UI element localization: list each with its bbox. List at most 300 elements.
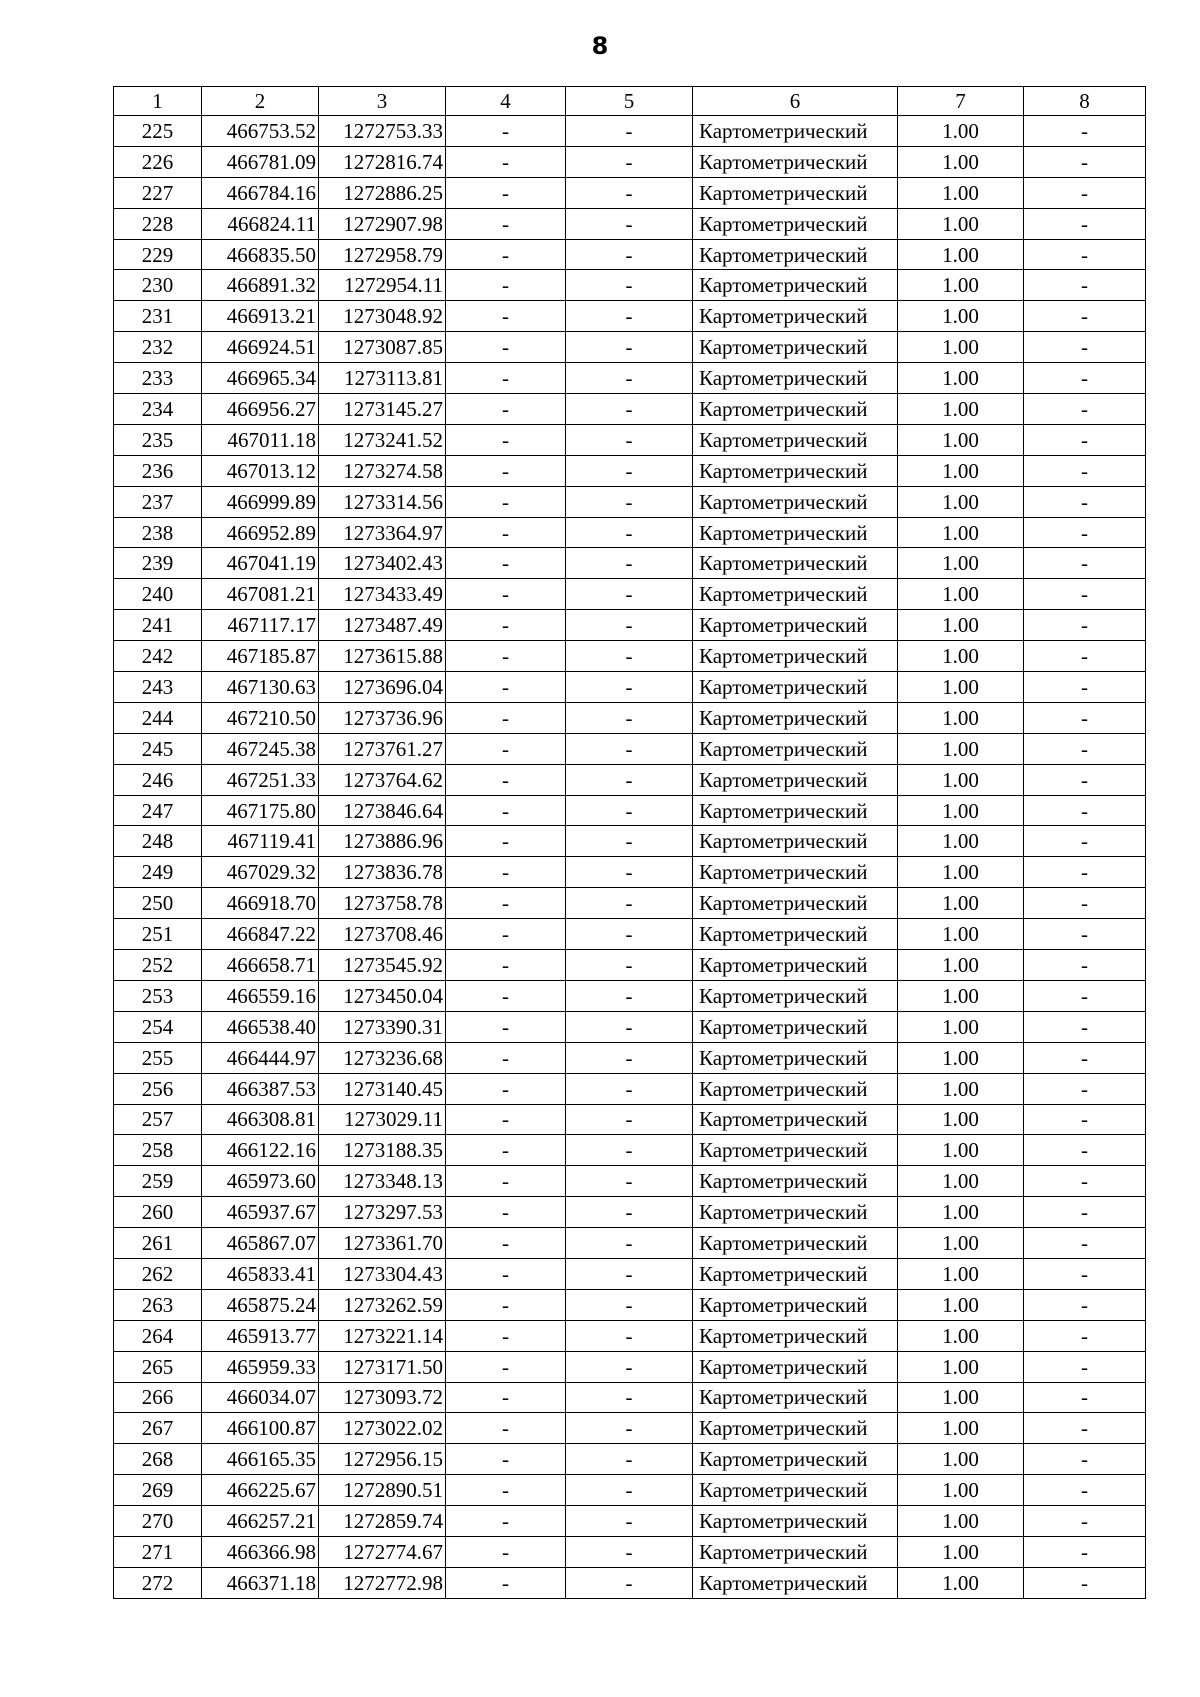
y-coordinate-cell: 1272774.67 xyxy=(319,1536,446,1567)
accuracy-cell: 1.00 xyxy=(898,208,1024,239)
accuracy-cell: 1.00 xyxy=(898,1228,1024,1259)
col-8-cell: - xyxy=(1024,424,1146,455)
col-5-cell: - xyxy=(566,424,693,455)
col-5-cell: - xyxy=(566,1011,693,1042)
col-8-cell: - xyxy=(1024,517,1146,548)
accuracy-cell: 1.00 xyxy=(898,857,1024,888)
y-coordinate-cell: 1273022.02 xyxy=(319,1413,446,1444)
table-row xyxy=(114,1289,1146,1320)
col-4-cell: - xyxy=(446,363,566,394)
x-coordinate-cell: 466956.27 xyxy=(202,394,319,425)
col-8-cell: - xyxy=(1024,455,1146,486)
table-row xyxy=(114,146,1146,177)
x-coordinate-cell: 465937.67 xyxy=(202,1197,319,1228)
col-8-cell: - xyxy=(1024,1258,1146,1289)
table-row xyxy=(114,332,1146,363)
method-cell: Картометрический xyxy=(693,363,898,394)
y-coordinate-cell: 1273364.97 xyxy=(319,517,446,548)
col-5-cell: - xyxy=(566,1413,693,1444)
col-5-cell: - xyxy=(566,455,693,486)
col-8-cell: - xyxy=(1024,702,1146,733)
col-4-cell: - xyxy=(446,1104,566,1135)
accuracy-cell: 1.00 xyxy=(898,301,1024,332)
table-row xyxy=(114,764,1146,795)
method-cell: Картометрический xyxy=(693,548,898,579)
table-row xyxy=(114,702,1146,733)
accuracy-cell: 1.00 xyxy=(898,980,1024,1011)
col-4-cell: - xyxy=(446,332,566,363)
table-row xyxy=(114,394,1146,425)
column-header-1: 1 xyxy=(114,87,202,116)
col-8-cell: - xyxy=(1024,795,1146,826)
col-4-cell: - xyxy=(446,1506,566,1537)
col-4-cell: - xyxy=(446,1567,566,1598)
col-8-cell: - xyxy=(1024,857,1146,888)
table-row xyxy=(114,1413,1146,1444)
accuracy-cell: 1.00 xyxy=(898,1135,1024,1166)
col-5-cell: - xyxy=(566,239,693,270)
y-coordinate-cell: 1272886.25 xyxy=(319,177,446,208)
point-number-cell: 266 xyxy=(114,1382,202,1413)
col-5-cell: - xyxy=(566,1104,693,1135)
accuracy-cell: 1.00 xyxy=(898,1413,1024,1444)
method-cell: Картометрический xyxy=(693,1104,898,1135)
col-4-cell: - xyxy=(446,301,566,332)
point-number-cell: 267 xyxy=(114,1413,202,1444)
col-8-cell: - xyxy=(1024,1289,1146,1320)
table-row xyxy=(114,455,1146,486)
table-row xyxy=(114,1197,1146,1228)
x-coordinate-cell: 466366.98 xyxy=(202,1536,319,1567)
col-4-cell: - xyxy=(446,888,566,919)
method-cell: Картометрический xyxy=(693,888,898,919)
point-number-cell: 242 xyxy=(114,641,202,672)
table-row xyxy=(114,641,1146,672)
table-row xyxy=(114,1228,1146,1259)
col-4-cell: - xyxy=(446,1011,566,1042)
method-cell: Картометрический xyxy=(693,177,898,208)
table-row xyxy=(114,672,1146,703)
table-row xyxy=(114,301,1146,332)
method-cell: Картометрический xyxy=(693,301,898,332)
table-row xyxy=(114,1258,1146,1289)
point-number-cell: 246 xyxy=(114,764,202,795)
point-number-cell: 254 xyxy=(114,1011,202,1042)
method-cell: Картометрический xyxy=(693,1073,898,1104)
col-8-cell: - xyxy=(1024,610,1146,641)
method-cell: Картометрический xyxy=(693,517,898,548)
x-coordinate-cell: 466753.52 xyxy=(202,116,319,147)
y-coordinate-cell: 1273886.96 xyxy=(319,826,446,857)
accuracy-cell: 1.00 xyxy=(898,919,1024,950)
col-4-cell: - xyxy=(446,919,566,950)
point-number-cell: 245 xyxy=(114,733,202,764)
col-5-cell: - xyxy=(566,1228,693,1259)
y-coordinate-cell: 1272907.98 xyxy=(319,208,446,239)
col-5-cell: - xyxy=(566,301,693,332)
point-number-cell: 234 xyxy=(114,394,202,425)
x-coordinate-cell: 466824.11 xyxy=(202,208,319,239)
point-number-cell: 253 xyxy=(114,980,202,1011)
col-4-cell: - xyxy=(446,1320,566,1351)
col-8-cell: - xyxy=(1024,239,1146,270)
table-row xyxy=(114,1011,1146,1042)
y-coordinate-cell: 1272753.33 xyxy=(319,116,446,147)
y-coordinate-cell: 1273304.43 xyxy=(319,1258,446,1289)
point-number-cell: 237 xyxy=(114,486,202,517)
table-row xyxy=(114,857,1146,888)
x-coordinate-cell: 466225.67 xyxy=(202,1475,319,1506)
col-4-cell: - xyxy=(446,1073,566,1104)
method-cell: Картометрический xyxy=(693,610,898,641)
col-5-cell: - xyxy=(566,1289,693,1320)
x-coordinate-cell: 466034.07 xyxy=(202,1382,319,1413)
method-cell: Картометрический xyxy=(693,733,898,764)
x-coordinate-cell: 467185.87 xyxy=(202,641,319,672)
col-8-cell: - xyxy=(1024,486,1146,517)
col-5-cell: - xyxy=(566,1567,693,1598)
accuracy-cell: 1.00 xyxy=(898,1382,1024,1413)
accuracy-cell: 1.00 xyxy=(898,950,1024,981)
accuracy-cell: 1.00 xyxy=(898,795,1024,826)
method-cell: Картометрический xyxy=(693,1289,898,1320)
y-coordinate-cell: 1273402.43 xyxy=(319,548,446,579)
x-coordinate-cell: 467130.63 xyxy=(202,672,319,703)
accuracy-cell: 1.00 xyxy=(898,146,1024,177)
col-4-cell: - xyxy=(446,1197,566,1228)
method-cell: Картометрический xyxy=(693,455,898,486)
accuracy-cell: 1.00 xyxy=(898,1197,1024,1228)
x-coordinate-cell: 466100.87 xyxy=(202,1413,319,1444)
y-coordinate-cell: 1273087.85 xyxy=(319,332,446,363)
point-number-cell: 238 xyxy=(114,517,202,548)
table-row xyxy=(114,177,1146,208)
y-coordinate-cell: 1273764.62 xyxy=(319,764,446,795)
x-coordinate-cell: 466658.71 xyxy=(202,950,319,981)
point-number-cell: 256 xyxy=(114,1073,202,1104)
table-row xyxy=(114,1104,1146,1135)
col-4-cell: - xyxy=(446,116,566,147)
col-5-cell: - xyxy=(566,1444,693,1475)
table-row xyxy=(114,795,1146,826)
method-cell: Картометрический xyxy=(693,641,898,672)
y-coordinate-cell: 1273836.78 xyxy=(319,857,446,888)
col-5-cell: - xyxy=(566,1536,693,1567)
x-coordinate-cell: 465959.33 xyxy=(202,1351,319,1382)
col-5-cell: - xyxy=(566,1166,693,1197)
point-number-cell: 269 xyxy=(114,1475,202,1506)
col-4-cell: - xyxy=(446,702,566,733)
col-8-cell: - xyxy=(1024,208,1146,239)
col-5-cell: - xyxy=(566,332,693,363)
method-cell: Картометрический xyxy=(693,1536,898,1567)
point-number-cell: 260 xyxy=(114,1197,202,1228)
accuracy-cell: 1.00 xyxy=(898,826,1024,857)
col-5-cell: - xyxy=(566,517,693,548)
y-coordinate-cell: 1272890.51 xyxy=(319,1475,446,1506)
method-cell: Картометрический xyxy=(693,1444,898,1475)
col-4-cell: - xyxy=(446,146,566,177)
table-row xyxy=(114,1166,1146,1197)
col-5-cell: - xyxy=(566,1135,693,1166)
col-5-cell: - xyxy=(566,177,693,208)
method-cell: Картометрический xyxy=(693,579,898,610)
y-coordinate-cell: 1273221.14 xyxy=(319,1320,446,1351)
col-4-cell: - xyxy=(446,394,566,425)
col-8-cell: - xyxy=(1024,301,1146,332)
method-cell: Картометрический xyxy=(693,1382,898,1413)
table-row xyxy=(114,1073,1146,1104)
method-cell: Картометрический xyxy=(693,1258,898,1289)
y-coordinate-cell: 1273433.49 xyxy=(319,579,446,610)
column-header-2: 2 xyxy=(202,87,319,116)
point-number-cell: 251 xyxy=(114,919,202,950)
y-coordinate-cell: 1273314.56 xyxy=(319,486,446,517)
col-4-cell: - xyxy=(446,795,566,826)
point-number-cell: 249 xyxy=(114,857,202,888)
col-4-cell: - xyxy=(446,1413,566,1444)
column-header-4: 4 xyxy=(446,87,566,116)
x-coordinate-cell: 467081.21 xyxy=(202,579,319,610)
x-coordinate-cell: 466559.16 xyxy=(202,980,319,1011)
col-5-cell: - xyxy=(566,888,693,919)
method-cell: Картометрический xyxy=(693,116,898,147)
accuracy-cell: 1.00 xyxy=(898,610,1024,641)
col-8-cell: - xyxy=(1024,1166,1146,1197)
col-8-cell: - xyxy=(1024,1320,1146,1351)
y-coordinate-cell: 1272956.15 xyxy=(319,1444,446,1475)
x-coordinate-cell: 466371.18 xyxy=(202,1567,319,1598)
col-8-cell: - xyxy=(1024,548,1146,579)
table-row xyxy=(114,1475,1146,1506)
y-coordinate-cell: 1273696.04 xyxy=(319,672,446,703)
y-coordinate-cell: 1272958.79 xyxy=(319,239,446,270)
col-8-cell: - xyxy=(1024,764,1146,795)
method-cell: Картометрический xyxy=(693,950,898,981)
col-5-cell: - xyxy=(566,548,693,579)
accuracy-cell: 1.00 xyxy=(898,177,1024,208)
col-8-cell: - xyxy=(1024,177,1146,208)
x-coordinate-cell: 467119.41 xyxy=(202,826,319,857)
col-4-cell: - xyxy=(446,672,566,703)
x-coordinate-cell: 465867.07 xyxy=(202,1228,319,1259)
x-coordinate-cell: 467041.19 xyxy=(202,548,319,579)
y-coordinate-cell: 1273297.53 xyxy=(319,1197,446,1228)
point-number-cell: 257 xyxy=(114,1104,202,1135)
y-coordinate-cell: 1273708.46 xyxy=(319,919,446,950)
table-row xyxy=(114,517,1146,548)
point-number-cell: 247 xyxy=(114,795,202,826)
table-row xyxy=(114,888,1146,919)
x-coordinate-cell: 467013.12 xyxy=(202,455,319,486)
x-coordinate-cell: 466891.32 xyxy=(202,270,319,301)
table-row xyxy=(114,919,1146,950)
column-header-8: 8 xyxy=(1024,87,1146,116)
col-8-cell: - xyxy=(1024,919,1146,950)
accuracy-cell: 1.00 xyxy=(898,1351,1024,1382)
col-5-cell: - xyxy=(566,1258,693,1289)
col-5-cell: - xyxy=(566,950,693,981)
col-4-cell: - xyxy=(446,1289,566,1320)
col-8-cell: - xyxy=(1024,332,1146,363)
col-8-cell: - xyxy=(1024,1228,1146,1259)
method-cell: Картометрический xyxy=(693,270,898,301)
col-4-cell: - xyxy=(446,486,566,517)
y-coordinate-cell: 1272954.11 xyxy=(319,270,446,301)
table-row xyxy=(114,1382,1146,1413)
accuracy-cell: 1.00 xyxy=(898,424,1024,455)
method-cell: Картометрический xyxy=(693,394,898,425)
table-row xyxy=(114,1135,1146,1166)
point-number-cell: 265 xyxy=(114,1351,202,1382)
col-5-cell: - xyxy=(566,1475,693,1506)
col-4-cell: - xyxy=(446,424,566,455)
method-cell: Картометрический xyxy=(693,1228,898,1259)
point-number-cell: 272 xyxy=(114,1567,202,1598)
col-4-cell: - xyxy=(446,177,566,208)
method-cell: Картометрический xyxy=(693,1413,898,1444)
method-cell: Картометрический xyxy=(693,1351,898,1382)
table-row xyxy=(114,1320,1146,1351)
y-coordinate-cell: 1273140.45 xyxy=(319,1073,446,1104)
point-number-cell: 241 xyxy=(114,610,202,641)
x-coordinate-cell: 465833.41 xyxy=(202,1258,319,1289)
y-coordinate-cell: 1273736.96 xyxy=(319,702,446,733)
table-row xyxy=(114,1351,1146,1382)
x-coordinate-cell: 465913.77 xyxy=(202,1320,319,1351)
y-coordinate-cell: 1273348.13 xyxy=(319,1166,446,1197)
y-coordinate-cell: 1273113.81 xyxy=(319,363,446,394)
method-cell: Картометрический xyxy=(693,702,898,733)
y-coordinate-cell: 1272772.98 xyxy=(319,1567,446,1598)
x-coordinate-cell: 466122.16 xyxy=(202,1135,319,1166)
method-cell: Картометрический xyxy=(693,146,898,177)
point-number-cell: 225 xyxy=(114,116,202,147)
col-5-cell: - xyxy=(566,764,693,795)
x-coordinate-cell: 466444.97 xyxy=(202,1042,319,1073)
accuracy-cell: 1.00 xyxy=(898,116,1024,147)
method-cell: Картометрический xyxy=(693,795,898,826)
x-coordinate-cell: 467011.18 xyxy=(202,424,319,455)
col-4-cell: - xyxy=(446,1536,566,1567)
col-4-cell: - xyxy=(446,950,566,981)
col-4-cell: - xyxy=(446,1382,566,1413)
accuracy-cell: 1.00 xyxy=(898,394,1024,425)
y-coordinate-cell: 1273846.64 xyxy=(319,795,446,826)
x-coordinate-cell: 466847.22 xyxy=(202,919,319,950)
method-cell: Картометрический xyxy=(693,239,898,270)
method-cell: Картометрический xyxy=(693,424,898,455)
point-number-cell: 264 xyxy=(114,1320,202,1351)
y-coordinate-cell: 1273390.31 xyxy=(319,1011,446,1042)
col-5-cell: - xyxy=(566,1320,693,1351)
method-cell: Картометрический xyxy=(693,1567,898,1598)
col-8-cell: - xyxy=(1024,363,1146,394)
table-row xyxy=(114,579,1146,610)
col-4-cell: - xyxy=(446,239,566,270)
table-row xyxy=(114,1567,1146,1598)
x-coordinate-cell: 466538.40 xyxy=(202,1011,319,1042)
accuracy-cell: 1.00 xyxy=(898,486,1024,517)
y-coordinate-cell: 1273145.27 xyxy=(319,394,446,425)
point-number-cell: 230 xyxy=(114,270,202,301)
point-number-cell: 244 xyxy=(114,702,202,733)
point-number-cell: 271 xyxy=(114,1536,202,1567)
page-number: 8 xyxy=(591,32,609,60)
point-number-cell: 239 xyxy=(114,548,202,579)
x-coordinate-cell: 466165.35 xyxy=(202,1444,319,1475)
x-coordinate-cell: 467210.50 xyxy=(202,702,319,733)
col-5-cell: - xyxy=(566,1382,693,1413)
accuracy-cell: 1.00 xyxy=(898,579,1024,610)
y-coordinate-cell: 1273241.52 xyxy=(319,424,446,455)
point-number-cell: 258 xyxy=(114,1135,202,1166)
col-8-cell: - xyxy=(1024,672,1146,703)
table-row xyxy=(114,116,1146,147)
point-number-cell: 226 xyxy=(114,146,202,177)
y-coordinate-cell: 1273262.59 xyxy=(319,1289,446,1320)
accuracy-cell: 1.00 xyxy=(898,672,1024,703)
accuracy-cell: 1.00 xyxy=(898,455,1024,486)
point-number-cell: 243 xyxy=(114,672,202,703)
point-number-cell: 231 xyxy=(114,301,202,332)
x-coordinate-cell: 465973.60 xyxy=(202,1166,319,1197)
col-4-cell: - xyxy=(446,764,566,795)
col-4-cell: - xyxy=(446,579,566,610)
method-cell: Картометрический xyxy=(693,1506,898,1537)
method-cell: Картометрический xyxy=(693,208,898,239)
col-8-cell: - xyxy=(1024,1042,1146,1073)
col-5-cell: - xyxy=(566,919,693,950)
col-4-cell: - xyxy=(446,857,566,888)
point-number-cell: 270 xyxy=(114,1506,202,1537)
method-cell: Картометрический xyxy=(693,980,898,1011)
col-8-cell: - xyxy=(1024,146,1146,177)
column-header-3: 3 xyxy=(319,87,446,116)
col-5-cell: - xyxy=(566,1506,693,1537)
point-number-cell: 240 xyxy=(114,579,202,610)
accuracy-cell: 1.00 xyxy=(898,1104,1024,1135)
method-cell: Картометрический xyxy=(693,857,898,888)
col-4-cell: - xyxy=(446,1475,566,1506)
accuracy-cell: 1.00 xyxy=(898,332,1024,363)
point-number-cell: 261 xyxy=(114,1228,202,1259)
col-5-cell: - xyxy=(566,116,693,147)
table-row xyxy=(114,239,1146,270)
point-number-cell: 262 xyxy=(114,1258,202,1289)
y-coordinate-cell: 1272816.74 xyxy=(319,146,446,177)
col-8-cell: - xyxy=(1024,1536,1146,1567)
y-coordinate-cell: 1273171.50 xyxy=(319,1351,446,1382)
col-8-cell: - xyxy=(1024,1567,1146,1598)
x-coordinate-cell: 466999.89 xyxy=(202,486,319,517)
column-header-6: 6 xyxy=(693,87,898,116)
col-5-cell: - xyxy=(566,579,693,610)
accuracy-cell: 1.00 xyxy=(898,641,1024,672)
point-number-cell: 259 xyxy=(114,1166,202,1197)
col-4-cell: - xyxy=(446,1258,566,1289)
table-row xyxy=(114,610,1146,641)
col-8-cell: - xyxy=(1024,1351,1146,1382)
col-5-cell: - xyxy=(566,270,693,301)
accuracy-cell: 1.00 xyxy=(898,1042,1024,1073)
y-coordinate-cell: 1273758.78 xyxy=(319,888,446,919)
method-cell: Картометрический xyxy=(693,1197,898,1228)
col-4-cell: - xyxy=(446,455,566,486)
col-4-cell: - xyxy=(446,517,566,548)
col-8-cell: - xyxy=(1024,116,1146,147)
accuracy-cell: 1.00 xyxy=(898,548,1024,579)
